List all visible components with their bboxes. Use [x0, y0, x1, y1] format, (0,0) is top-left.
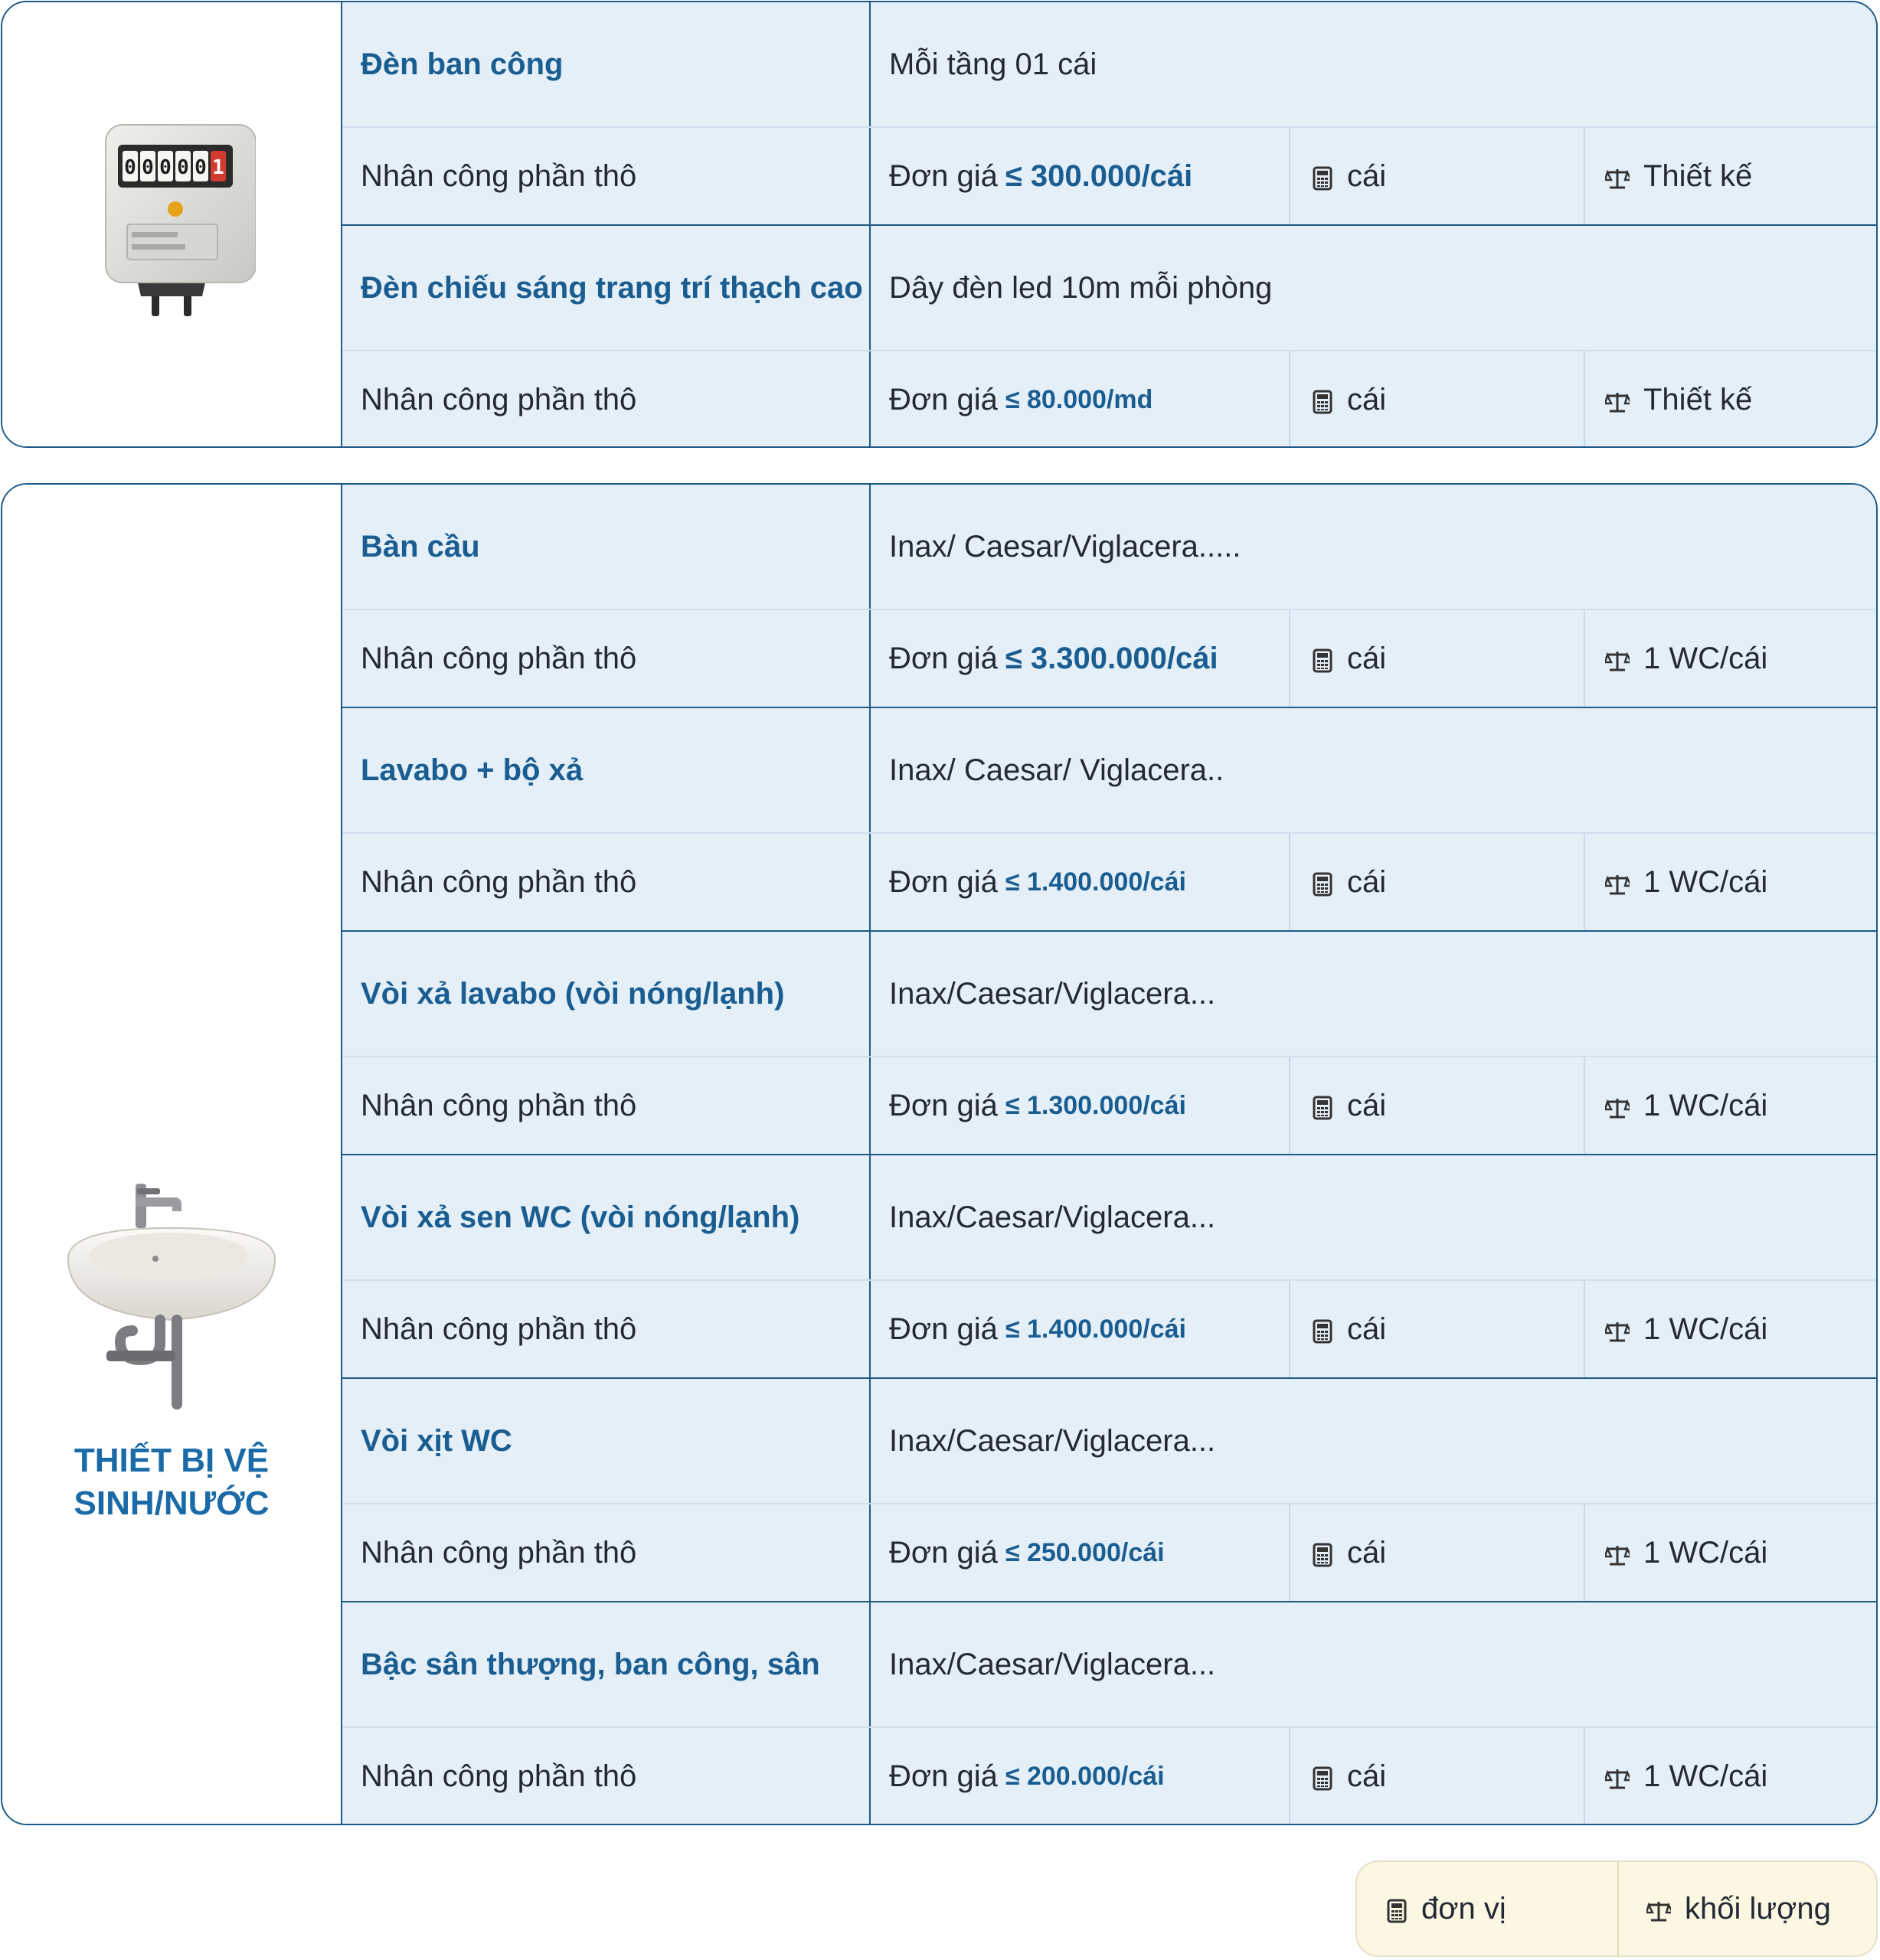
item-name: Vòi xịt WC — [342, 1379, 871, 1503]
unit-cell — [1290, 351, 1585, 448]
item-name: Lavabo + bộ xả — [342, 708, 871, 832]
price-value: ≤ 250.000/cái — [1005, 1537, 1165, 1567]
item-group — [342, 2, 1876, 226]
labor-row — [342, 1726, 1876, 1824]
scale-icon — [1605, 1764, 1630, 1788]
scale-icon — [1605, 1093, 1630, 1118]
scale-icon — [1605, 1317, 1630, 1341]
price-value: ≤ 3.300.000/cái — [1005, 641, 1218, 675]
rows-electrical — [342, 2, 1876, 446]
item-row — [342, 1602, 1876, 1726]
category-cell-plumbing — [2, 485, 342, 1824]
labor-label: Nhân công phần thô — [342, 1057, 871, 1154]
price-cell — [871, 1057, 1290, 1154]
price-label: Đơn giá — [889, 1312, 998, 1346]
labor-row — [342, 1056, 1876, 1154]
unit-cell — [1290, 610, 1585, 707]
quantity-cell — [1585, 834, 1876, 930]
price-cell — [871, 610, 1290, 707]
price-cell — [871, 351, 1290, 448]
quantity-value: 1 WC/cái — [1643, 1535, 1768, 1570]
labor-label: Nhân công phần thô — [342, 1728, 871, 1824]
unit-value: cái — [1347, 641, 1387, 675]
labor-label: Nhân công phần thô — [342, 1504, 871, 1601]
item-spec: Inax/Caesar/Viglacera... — [889, 1647, 1216, 1681]
quantity-cell — [1585, 1504, 1876, 1601]
item-row — [342, 1155, 1876, 1279]
legend-unit — [1357, 1862, 1619, 1955]
price-cell — [871, 128, 1290, 224]
item-spec: Inax/Caesar/Viglacera... — [889, 1200, 1216, 1234]
scale-icon — [1605, 870, 1630, 894]
meter-digit: 0 — [159, 156, 172, 179]
labor-row — [342, 832, 1876, 930]
section-card-plumbing — [1, 483, 1878, 1825]
unit-cell — [1290, 1728, 1585, 1824]
item-row — [342, 2, 1876, 126]
price-label: Đơn giá — [889, 158, 998, 193]
price-label: Đơn giá — [889, 382, 998, 416]
item-group — [342, 1379, 1876, 1602]
calculator-icon — [1312, 1764, 1333, 1788]
unit-value: cái — [1347, 1535, 1387, 1570]
scale-icon — [1605, 646, 1630, 671]
unit-cell — [1290, 1504, 1585, 1601]
quantity-cell — [1585, 1057, 1876, 1154]
unit-value: cái — [1347, 1759, 1387, 1793]
price-cell — [871, 1504, 1290, 1601]
scale-icon — [1605, 164, 1630, 188]
quantity-value: Thiết kế — [1643, 382, 1753, 416]
unit-cell — [1290, 1281, 1585, 1377]
item-row — [342, 485, 1876, 609]
quantity-cell — [1585, 610, 1876, 707]
item-row — [342, 708, 1876, 832]
meter-digit: 1 — [212, 156, 224, 179]
item-name: Đèn chiếu sáng trang trí thạch cao — [342, 226, 871, 350]
unit-cell — [1290, 128, 1585, 224]
quantity-value: 1 WC/cái — [1643, 641, 1768, 675]
price-value: ≤ 200.000/cái — [1005, 1761, 1165, 1791]
item-row — [342, 932, 1876, 1056]
item-row — [342, 226, 1876, 350]
calculator-icon — [1312, 1317, 1333, 1341]
price-label: Đơn giá — [889, 864, 998, 899]
unit-value: cái — [1347, 864, 1387, 899]
item-name: Bàn cầu — [342, 485, 871, 609]
meter-digit: 0 — [195, 156, 207, 179]
quantity-value: 1 WC/cái — [1643, 864, 1768, 899]
unit-value: cái — [1347, 1088, 1387, 1122]
electric-meter-icon — [87, 109, 256, 339]
quantity-cell — [1585, 1728, 1876, 1824]
item-group — [342, 708, 1876, 932]
quantity-value: 1 WC/cái — [1643, 1088, 1768, 1122]
price-value: ≤ 1.300.000/cái — [1005, 1090, 1186, 1120]
unit-cell — [1290, 834, 1585, 930]
item-name: Đèn ban công — [342, 2, 871, 126]
calculator-icon — [1386, 1896, 1408, 1921]
labor-row — [342, 1503, 1876, 1601]
meter-digit: 0 — [142, 156, 154, 179]
legend-quantity — [1619, 1862, 1876, 1955]
unit-value: cái — [1347, 1312, 1387, 1346]
scale-icon — [1605, 1540, 1630, 1565]
washbasin-icon — [60, 1182, 283, 1412]
labor-label: Nhân công phần thô — [342, 834, 871, 930]
calculator-icon — [1312, 387, 1333, 412]
labor-label: Nhân công phần thô — [342, 128, 871, 224]
calculator-icon — [1312, 164, 1333, 188]
item-row — [342, 1379, 1876, 1503]
quantity-cell — [1585, 128, 1876, 224]
item-group — [342, 485, 1876, 708]
unit-value: cái — [1347, 382, 1387, 416]
quantity-cell — [1585, 1281, 1876, 1377]
meter-digit: 0 — [124, 156, 136, 179]
calculator-icon — [1312, 646, 1333, 671]
labor-row — [342, 350, 1876, 448]
item-group — [342, 932, 1876, 1155]
item-name: Bậc sân thượng, ban công, sân — [342, 1602, 871, 1726]
price-label: Đơn giá — [889, 1759, 998, 1793]
price-value: ≤ 1.400.000/cái — [1005, 1314, 1186, 1344]
quantity-cell — [1585, 351, 1876, 448]
scale-icon — [1605, 387, 1630, 412]
category-title: THIẾT BỊ VỆ SINH/NƯỚC — [74, 1441, 270, 1522]
quantity-value: Thiết kế — [1643, 158, 1753, 193]
meter-digit: 0 — [177, 156, 189, 179]
labor-row — [342, 126, 1876, 224]
quantity-value: 1 WC/cái — [1643, 1312, 1768, 1346]
item-name: Vòi xả sen WC (vòi nóng/lạnh) — [342, 1155, 871, 1279]
quantity-value: 1 WC/cái — [1643, 1759, 1768, 1793]
price-label: Đơn giá — [889, 641, 998, 675]
price-value: ≤ 1.400.000/cái — [1005, 867, 1186, 897]
scale-icon — [1646, 1896, 1671, 1921]
item-spec: Dây đèn led 10m mỗi phòng — [889, 270, 1273, 305]
unit-value: cái — [1347, 158, 1387, 193]
calculator-icon — [1312, 1093, 1333, 1118]
item-spec: Mỗi tầng 01 cái — [889, 47, 1097, 81]
legend-unit-label: đơn vị — [1421, 1891, 1506, 1926]
labor-label: Nhân công phần thô — [342, 610, 871, 707]
calculator-icon — [1312, 1540, 1333, 1565]
rows-plumbing — [342, 485, 1876, 1824]
price-label: Đơn giá — [889, 1535, 998, 1570]
unit-cell — [1290, 1057, 1585, 1154]
labor-row — [342, 609, 1876, 707]
labor-row — [342, 1279, 1876, 1377]
category-cell-electrical — [2, 2, 342, 446]
price-cell — [871, 834, 1290, 930]
item-spec: Inax/ Caesar/Viglacera..... — [889, 529, 1241, 564]
labor-label: Nhân công phần thô — [342, 351, 871, 448]
price-cell — [871, 1281, 1290, 1377]
section-card-electrical — [1, 1, 1878, 448]
calculator-icon — [1312, 870, 1333, 894]
price-value: ≤ 80.000/md — [1005, 384, 1153, 414]
labor-label: Nhân công phần thô — [342, 1281, 871, 1377]
legend — [1355, 1860, 1878, 1957]
price-label: Đơn giá — [889, 1088, 998, 1122]
item-group — [342, 226, 1876, 448]
item-spec: Inax/Caesar/Viglacera... — [889, 976, 1216, 1011]
item-group — [342, 1155, 1876, 1379]
item-spec: Inax/ Caesar/ Viglacera.. — [889, 753, 1224, 787]
item-spec: Inax/Caesar/Viglacera... — [889, 1423, 1216, 1458]
item-group — [342, 1602, 1876, 1824]
price-cell — [871, 1728, 1290, 1824]
item-name: Vòi xả lavabo (vòi nóng/lạnh) — [342, 932, 871, 1056]
price-value: ≤ 300.000/cái — [1005, 158, 1193, 193]
legend-qty-label: khối lượng — [1685, 1891, 1831, 1926]
